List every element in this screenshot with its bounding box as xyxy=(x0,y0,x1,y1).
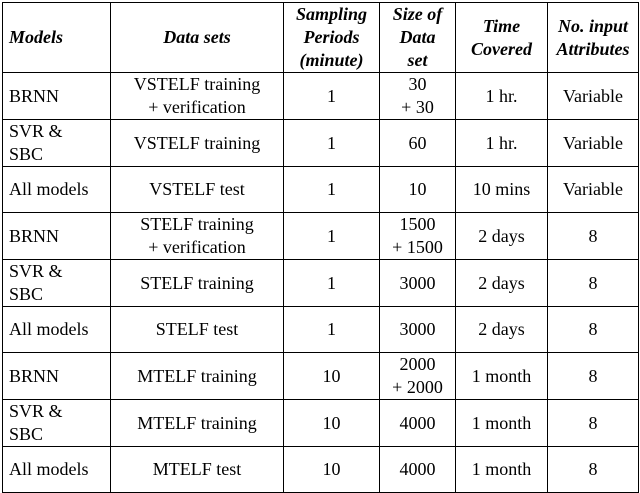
sampling-period-cell: 1 xyxy=(284,167,380,213)
data-set-cell: VSTELF test xyxy=(111,167,284,213)
header-size-of-data-set: Size of Data set xyxy=(380,3,456,73)
model-cell: All models xyxy=(3,167,111,213)
model-cell: BRNN xyxy=(3,73,111,120)
model-cell: SVR & SBC xyxy=(3,400,111,447)
table-row xyxy=(3,213,639,260)
data-size-cell: 3000 xyxy=(380,260,456,307)
input-attributes-cell: 8 xyxy=(548,260,639,307)
table-row xyxy=(3,120,639,167)
data-set-cell: MTELF test xyxy=(111,447,284,493)
model-cell: BRNN xyxy=(3,213,111,260)
time-covered-cell: 2 days xyxy=(456,307,548,353)
data-set-cell: VSTELF training + verification xyxy=(111,73,284,120)
data-set-cell: VSTELF training xyxy=(111,120,284,167)
data-size-cell: 30 + 30 xyxy=(380,73,456,120)
header-input-attributes: No. input Attributes xyxy=(548,3,639,73)
header-row xyxy=(3,3,639,73)
time-covered-cell: 2 days xyxy=(456,260,548,307)
sampling-period-cell: 10 xyxy=(284,400,380,447)
header-time-covered: Time Covered xyxy=(456,3,548,73)
table-row xyxy=(3,307,639,353)
model-cell: SVR & SBC xyxy=(3,260,111,307)
data-set-cell: STELF training + verification xyxy=(111,213,284,260)
sampling-period-cell: 1 xyxy=(284,120,380,167)
table-row xyxy=(3,167,639,213)
table-row xyxy=(3,447,639,493)
sampling-period-cell: 1 xyxy=(284,307,380,353)
data-size-cell: 60 xyxy=(380,120,456,167)
input-attributes-cell: 8 xyxy=(548,447,639,493)
time-covered-cell: 2 days xyxy=(456,213,548,260)
model-cell: All models xyxy=(3,307,111,353)
model-cell: All models xyxy=(3,447,111,493)
time-covered-cell: 1 hr. xyxy=(456,73,548,120)
data-size-cell: 2000 + 2000 xyxy=(380,353,456,400)
data-set-cell: STELF training xyxy=(111,260,284,307)
data-size-cell: 1500 + 1500 xyxy=(380,213,456,260)
input-attributes-cell: 8 xyxy=(548,353,639,400)
data-size-cell: 4000 xyxy=(380,400,456,447)
time-covered-cell: 1 month xyxy=(456,400,548,447)
table-row xyxy=(3,260,639,307)
input-attributes-cell: 8 xyxy=(548,307,639,353)
data-set-cell: MTELF training xyxy=(111,353,284,400)
data-size-cell: 10 xyxy=(380,167,456,213)
time-covered-cell: 1 hr. xyxy=(456,120,548,167)
data-set-cell: MTELF training xyxy=(111,400,284,447)
header-sampling-periods: Sampling Periods (minute) xyxy=(284,3,380,73)
model-cell: SVR & SBC xyxy=(3,120,111,167)
time-covered-cell: 1 month xyxy=(456,447,548,493)
input-attributes-cell: Variable xyxy=(548,73,639,120)
sampling-period-cell: 10 xyxy=(284,353,380,400)
input-attributes-cell: 8 xyxy=(548,213,639,260)
model-cell: BRNN xyxy=(3,353,111,400)
table-row xyxy=(3,400,639,447)
sampling-period-cell: 1 xyxy=(284,260,380,307)
input-attributes-cell: Variable xyxy=(548,120,639,167)
data-size-cell: 3000 xyxy=(380,307,456,353)
data-set-cell: STELF test xyxy=(111,307,284,353)
input-attributes-cell: 8 xyxy=(548,400,639,447)
sampling-period-cell: 10 xyxy=(284,447,380,493)
sampling-period-cell: 1 xyxy=(284,213,380,260)
header-data-sets: Data sets xyxy=(111,3,284,73)
table-row xyxy=(3,353,639,400)
table-row xyxy=(3,73,639,120)
time-covered-cell: 1 month xyxy=(456,353,548,400)
header-models: Models xyxy=(3,3,111,73)
data-table xyxy=(2,2,639,493)
sampling-period-cell: 1 xyxy=(284,73,380,120)
time-covered-cell: 10 mins xyxy=(456,167,548,213)
input-attributes-cell: Variable xyxy=(548,167,639,213)
data-size-cell: 4000 xyxy=(380,447,456,493)
